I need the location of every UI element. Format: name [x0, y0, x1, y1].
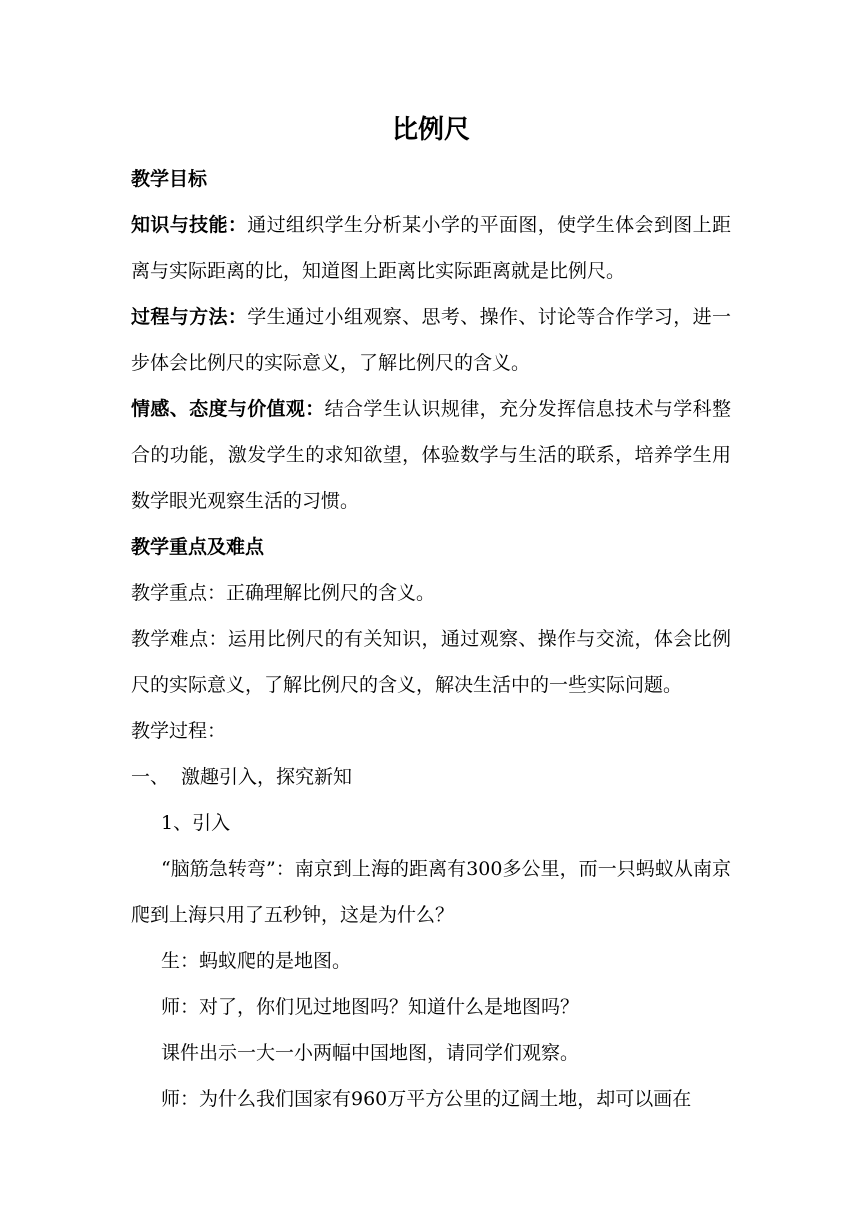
knowledge-label: 知识与技能： [131, 214, 248, 236]
process-heading: 教学过程： [131, 720, 227, 742]
teacher-question-1: 师：对了，你们见过地图吗？知道什么是地图吗？ [161, 996, 580, 1018]
key-difficult-heading: 教学重点及难点 [131, 536, 265, 558]
objectives-heading: 教学目标 [131, 168, 208, 190]
part1-title: 激趣引入，探究新知 [181, 766, 353, 788]
emotion-label: 情感、态度与价值观： [131, 398, 325, 420]
teacher-question-2: 师：为什么我们国家有960万平方公里的辽阔土地，却可以画在 [161, 1088, 692, 1110]
emotion-text: 结合学生认识规律，充分发挥信息技术与学科整合的功能，激发学生的求知欲望，体验数学与生活的联系，培养学生用数学眼光观察生活的习惯。 [131, 398, 731, 512]
process-label: 过程与方法： [131, 306, 248, 328]
document-body [131, 108, 731, 1122]
knowledge-paragraph [131, 202, 731, 294]
key-point-paragraph: 教学重点：正确理解比例尺的含义。 [131, 582, 436, 604]
riddle-paragraph: “脑筋急转弯”：南京到上海的距离有300多公里，而一只蚂蚁从南京爬到上海只用了五秒钟，这是为什么？ [131, 858, 731, 926]
step1-heading: 1、引入 [161, 812, 231, 834]
page-title: 比例尺 [391, 115, 470, 145]
part1-heading [131, 754, 731, 800]
courseware-note: 课件出示一大一小两幅中国地图，请同学们观察。 [161, 1042, 580, 1064]
difficult-point-paragraph: 教学难点：运用比例尺的有关知识，通过观察、操作与交流，体会比例尺的实际意义，了解比例尺的含义，解决生活中的一些实际问题。 [131, 628, 731, 696]
process-paragraph [131, 294, 731, 386]
student-answer-1: 生：蚂蚁爬的是地图。 [161, 950, 352, 972]
emotion-paragraph [131, 386, 731, 524]
process-text: 学生通过小组观察、思考、操作、讨论等合作学习，进一步体会比例尺的实际意义，了解比例尺的含义。 [131, 306, 731, 374]
knowledge-text: 通过组织学生分析某小学的平面图，使学生体会到图上距离与实际距离的比，知道图上距离比实际距离就是比例尺。 [131, 214, 731, 282]
part1-number: 一、 [131, 766, 170, 788]
